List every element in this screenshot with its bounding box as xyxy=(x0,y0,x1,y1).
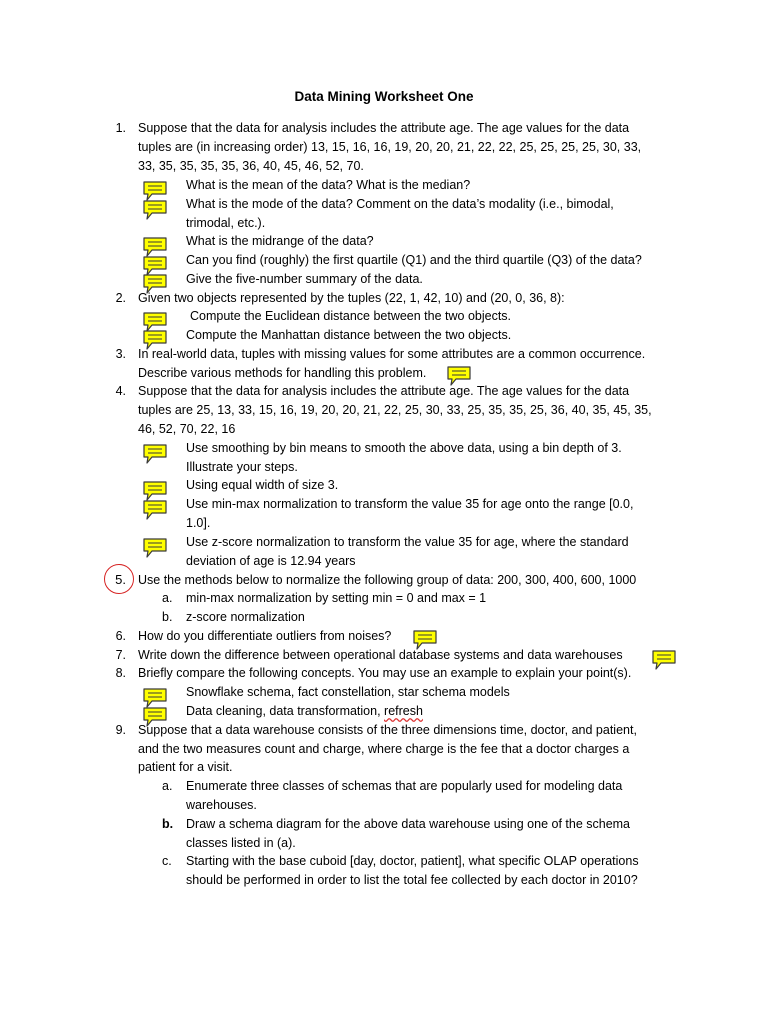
q4-line-3: 46, 52, 70, 22, 16 xyxy=(138,422,236,436)
q6-line-1: How do you differentiate outliers from noises? xyxy=(138,629,392,643)
comment-note-icon[interactable] xyxy=(412,629,438,651)
q2-number: 2. xyxy=(115,291,126,305)
q1-item-b-line-1: What is the mode of the data? Comment on the data’s modality (i.e., bimodal, xyxy=(186,197,614,211)
q9-item-a-line-2: warehouses. xyxy=(186,798,257,812)
q1-item-d: Can you find (roughly) the first quartile (Q1) and the third quartile (Q3) of the data? xyxy=(186,253,642,267)
q1-line-2: tuples are (in increasing order) 13, 15, 16, 16, 19, 20, 20, 21, 22, 22, 25, 25, 25, 25, 30, 33, xyxy=(138,140,642,154)
q9-line-1: Suppose that a data warehouse consists of the three dimensions time, doctor, and patient, xyxy=(138,723,637,737)
q9-line-2: and the two measures count and charge, where charge is the fee that a doctor charges a xyxy=(138,742,630,756)
q4-line-2: tuples are 25, 13, 33, 15, 16, 19, 20, 20, 21, 22, 25, 30, 33, 25, 35, 35, 25, 36, 40, 35, 45, 35, xyxy=(138,403,652,417)
q1-item-c: What is the midrange of the data? xyxy=(186,234,374,248)
q6-number: 6. xyxy=(115,629,126,643)
q9-item-c-marker: c. xyxy=(162,854,172,868)
comment-note-icon[interactable] xyxy=(142,199,168,221)
q5-number: 5. xyxy=(115,572,126,587)
q1-line-3: 33, 35, 35, 35, 35, 36, 40, 45, 46, 52, 70. xyxy=(138,159,364,173)
page-title: Data Mining Worksheet One xyxy=(294,89,474,104)
q9-item-a-line-1: Enumerate three classes of schemas that are popularly used for modeling data xyxy=(186,779,623,793)
q3-number: 3. xyxy=(115,347,126,361)
q4-item-d-line-1: Use z-score normalization to transform the value 35 for age, where the standard xyxy=(186,535,629,549)
q5-item-a: min-max normalization by setting min = 0 and max = 1 xyxy=(186,591,487,605)
comment-note-icon[interactable] xyxy=(142,706,168,728)
q1-item-e: Give the five-number summary of the data. xyxy=(186,272,423,286)
q4-item-b: Using equal width of size 3. xyxy=(186,478,339,492)
q1-item-b-line-2: trimodal, etc.). xyxy=(186,216,266,230)
q8-line-1: Briefly compare the following concepts. You may use an example to explain your point(s). xyxy=(138,666,632,680)
q8-item-b-misspelled-word: refresh xyxy=(384,704,423,718)
q9-item-b-line-2: classes listed in (a). xyxy=(186,836,296,850)
q4-line-1: Suppose that the data for analysis includes the attribute age. The age values for the data xyxy=(138,384,630,398)
q7-line-1: Write down the difference between operational database systems and data warehouses xyxy=(138,648,623,662)
comment-note-icon[interactable] xyxy=(142,329,168,351)
q9-item-b-marker: b. xyxy=(162,817,174,831)
q4-number: 4. xyxy=(115,384,126,398)
comment-note-icon[interactable] xyxy=(142,537,168,559)
q8-item-b xyxy=(186,702,423,720)
q9-item-c-line-2: should be performed in order to list the total fee collected by each doctor in 2010? xyxy=(186,873,638,887)
q5-item-b: z-score normalization xyxy=(186,610,305,624)
q8-number: 8. xyxy=(115,666,126,680)
comment-note-icon[interactable] xyxy=(142,443,168,465)
q9-number: 9. xyxy=(115,723,126,737)
comment-note-icon[interactable] xyxy=(142,499,168,521)
q4-item-c-line-1: Use min-max normalization to transform the value 35 for age onto the range [0.0, xyxy=(186,497,634,511)
q1-number: 1. xyxy=(115,121,126,135)
q7-number: 7. xyxy=(115,648,126,662)
q1-item-a: What is the mean of the data? What is the median? xyxy=(186,178,471,192)
q9-item-b-line-1: Draw a schema diagram for the above data warehouse using one of the schema xyxy=(186,817,631,831)
q2-item-b: Compute the Manhattan distance between the two objects. xyxy=(186,328,512,342)
q4-item-d-line-2: deviation of age is 12.94 years xyxy=(186,554,356,568)
comment-note-icon[interactable] xyxy=(446,365,472,387)
q9-item-c-line-1: Starting with the base cuboid [day, doctor, patient], what specific OLAP operations xyxy=(186,854,639,868)
q3-line-1: In real-world data, tuples with missing values for some attributes are a common occurrence. xyxy=(138,347,646,361)
q4-item-c-line-2: 1.0]. xyxy=(186,516,211,530)
comment-note-icon[interactable] xyxy=(142,273,168,295)
q5-line-1: Use the methods below to normalize the following group of data: 200, 300, 400, 600, 1000 xyxy=(138,573,637,587)
q9-item-a-marker: a. xyxy=(162,779,173,793)
q8-item-b-text: Data cleaning, data transformation, xyxy=(186,704,385,718)
q5-item-a-marker: a. xyxy=(162,591,173,605)
q3-line-2: Describe various methods for handling this problem. xyxy=(138,366,427,380)
q1-line-1: Suppose that the data for analysis includes the attribute age. The age values for the data xyxy=(138,121,630,135)
comment-note-icon[interactable] xyxy=(651,649,677,671)
q9-line-3: patient for a visit. xyxy=(138,760,233,774)
q2-item-a: Compute the Euclidean distance between the two objects. xyxy=(190,309,512,323)
q2-line-1: Given two objects represented by the tuples (22, 1, 42, 10) and (20, 0, 36, 8): xyxy=(138,291,565,305)
q8-item-a: Snowflake schema, fact constellation, star schema models xyxy=(186,685,510,699)
q4-item-a-line-2: Illustrate your steps. xyxy=(186,460,298,474)
q4-item-a-line-1: Use smoothing by bin means to smooth the above data, using a bin depth of 3. xyxy=(186,441,622,455)
q5-item-b-marker: b. xyxy=(162,610,173,624)
